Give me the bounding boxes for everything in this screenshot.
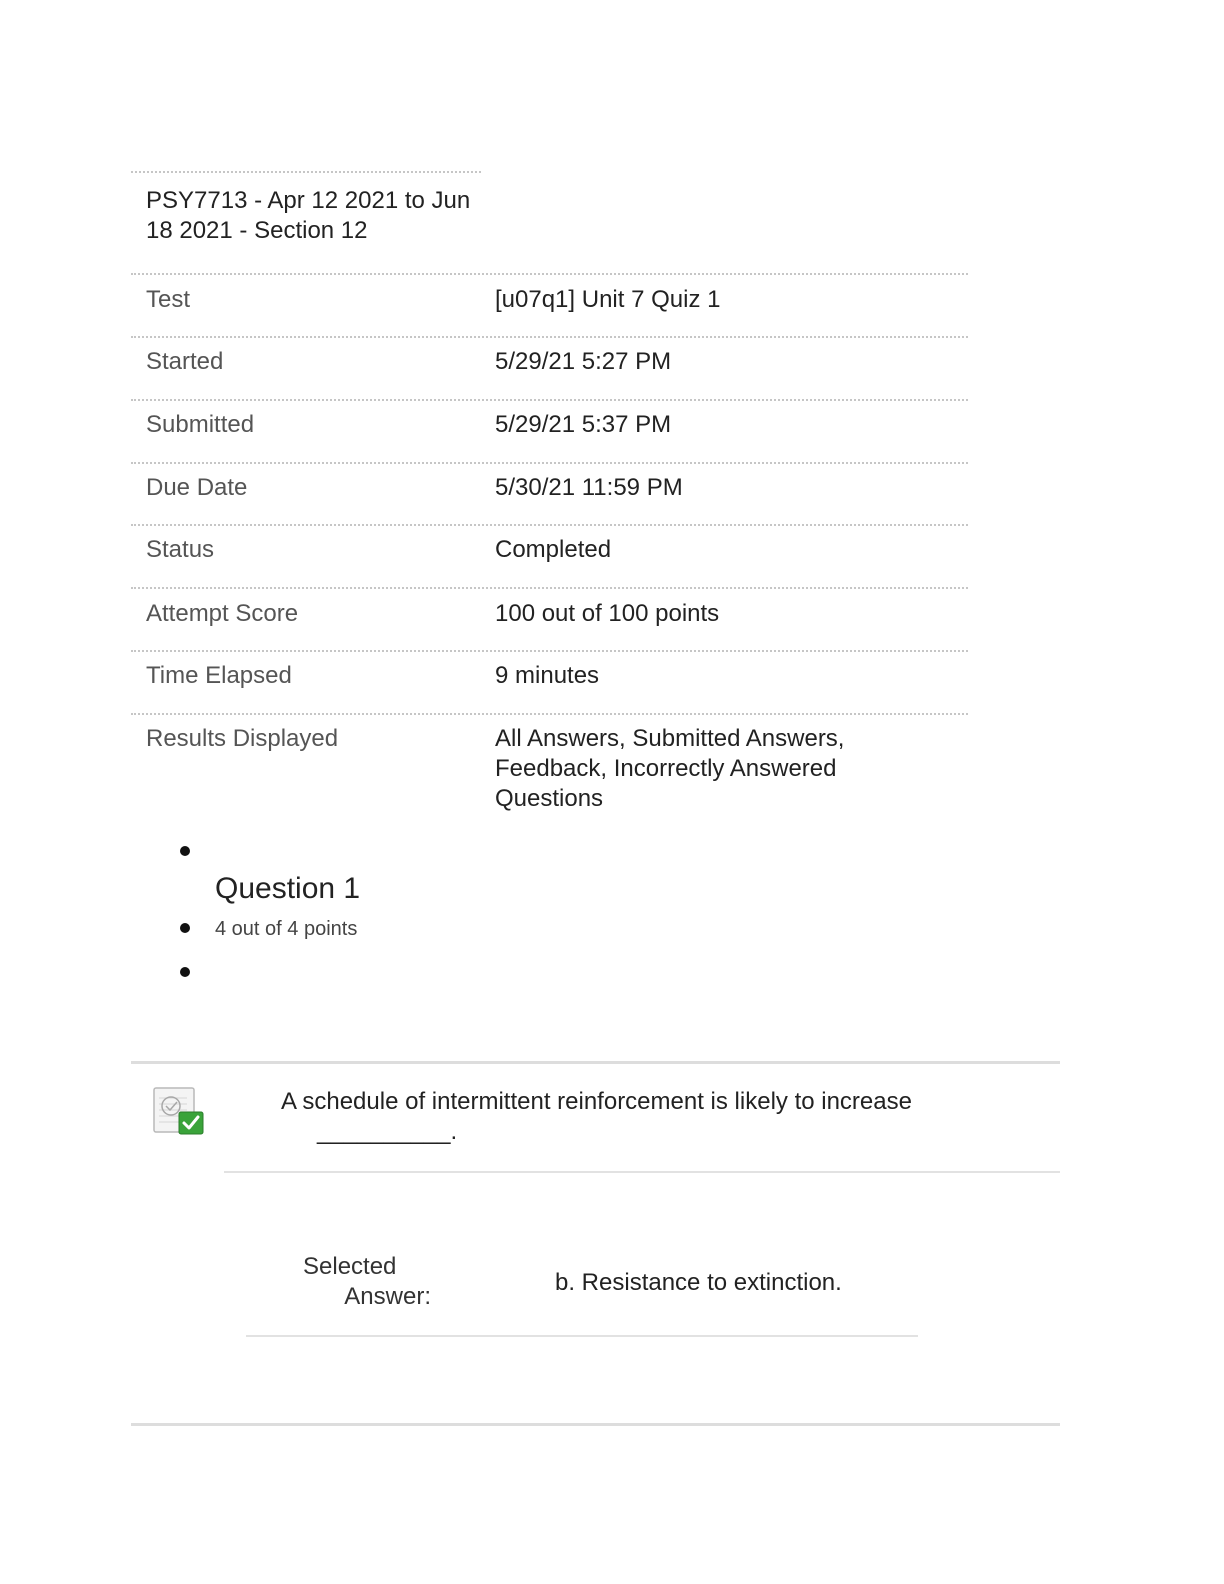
question-text bbox=[281, 1087, 981, 1147]
question-text-line: A schedule of intermittent reinforcement is likely to increase bbox=[281, 1088, 912, 1115]
submitted-label: Submitted bbox=[146, 411, 255, 438]
question-bottom-divider bbox=[131, 1423, 1060, 1426]
row-divider bbox=[131, 524, 968, 526]
started-value: 5/29/21 5:27 PM bbox=[495, 348, 672, 375]
bullet bbox=[180, 967, 190, 977]
status-value: Completed bbox=[495, 536, 612, 563]
results-displayed-value: All Answers, Submitted Answers, Feedback, Incorrectly Answered Questions bbox=[495, 725, 845, 812]
row-divider bbox=[131, 650, 968, 652]
row-divider bbox=[131, 336, 968, 338]
status-label: Status bbox=[146, 536, 215, 563]
row-divider bbox=[131, 587, 968, 589]
selected-answer-label-line2: Answer: bbox=[344, 1283, 431, 1310]
question-blank: __________. bbox=[317, 1118, 458, 1145]
question-title: Question 1 bbox=[215, 872, 361, 905]
test-value: [u07q1] Unit 7 Quiz 1 bbox=[495, 286, 721, 313]
due-date-label: Due Date bbox=[146, 474, 248, 501]
selected-answer-label bbox=[290, 1252, 435, 1312]
results-displayed-label: Results Displayed bbox=[146, 725, 339, 752]
due-date-value: 5/30/21 11:59 PM bbox=[495, 474, 683, 501]
row-divider bbox=[131, 462, 968, 464]
bullet bbox=[180, 923, 190, 933]
correct-answer-icon bbox=[153, 1086, 205, 1138]
question-divider bbox=[224, 1171, 1060, 1173]
course-title: PSY7713 - Apr 12 2021 to Jun 18 2021 - Section 12 bbox=[146, 187, 471, 244]
submitted-value: 5/29/21 5:37 PM bbox=[495, 411, 672, 438]
time-elapsed-value: 9 minutes bbox=[495, 662, 600, 689]
attempt-score-value: 100 out of 100 points bbox=[495, 600, 720, 627]
time-elapsed-label: Time Elapsed bbox=[146, 662, 292, 689]
started-label: Started bbox=[146, 348, 224, 375]
question-top-divider bbox=[131, 1061, 1060, 1064]
row-divider bbox=[131, 713, 968, 715]
answer-divider bbox=[246, 1335, 918, 1337]
selected-answer-value: b. Resistance to extinction. bbox=[555, 1269, 842, 1296]
attempt-score-label: Attempt Score bbox=[146, 600, 299, 627]
row-divider bbox=[131, 399, 968, 401]
question-points: 4 out of 4 points bbox=[215, 918, 358, 940]
title-divider bbox=[131, 171, 481, 173]
selected-answer-label-line1: Selected bbox=[303, 1253, 397, 1280]
row-divider bbox=[131, 273, 968, 275]
bullet bbox=[180, 846, 190, 856]
test-label: Test bbox=[146, 286, 191, 313]
